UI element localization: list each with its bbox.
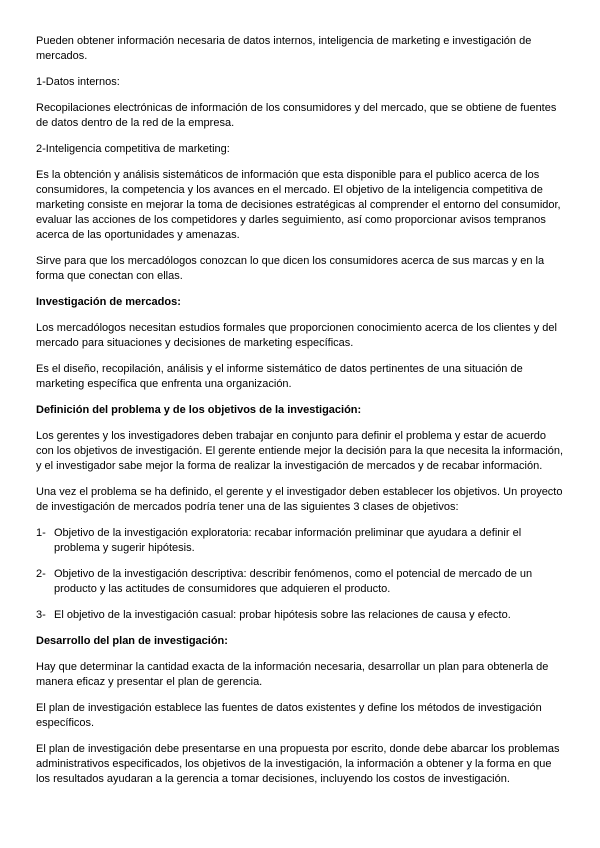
desarrollo-paragraph-1: Hay que determinar la cantidad exacta de la información necesaria, desarrollar un plan para obtenerla de manera eficaz y presentar el plan de gerencia. (36, 661, 549, 688)
list-item (36, 526, 564, 556)
desarrollo-paragraph-2: El plan de investigación establece las fuentes de datos existentes y define los métodos de investigación específicos. (36, 702, 542, 729)
section2-title: 2-Inteligencia competitiva de marketing: (36, 143, 230, 155)
list-item (36, 567, 564, 597)
list-item-number: 2- (36, 568, 46, 580)
intro-paragraph: Pueden obtener información necesaria de datos internos, inteligencia de marketing e investigación de mercados. (36, 35, 532, 62)
investigacion-paragraph-1: Los mercadólogos necesitan estudios formales que proporcionen conocimiento acerca de los clientes y del mercado para situaciones y decisiones de marketing específicas. (36, 322, 557, 349)
list-item-text: El objetivo de la investigación casual: probar hipótesis sobre las relaciones de causa y efecto. (54, 609, 511, 621)
section2-paragraph-1: Es la obtención y análisis sistemáticos de información que esta disponible para el publico acerca de los consumidores, la competencia y los avances en el mercado. El objetivo de la inteligencia competitiva de marketing consiste en mejorar la toma de decisiones estratégicas al comprender el entorno del consumidor, evaluar las acciones de los competidores y darles seguimiento, así como proporcionar avisos tempranos acerca de las oportunidades y amenazas. (36, 169, 561, 241)
heading-investigacion: Investigación de mercados: (36, 296, 181, 308)
section1-paragraph: Recopilaciones electrónicas de información de los consumidores y del mercado, que se obtiene de fuentes de datos dentro de la red de la empresa. (36, 102, 557, 129)
list-item-text: Objetivo de la investigación descriptiva: describir fenómenos, como el potencial de mercado de un producto y las actitudes de consumidores que adquieren el producto. (54, 568, 533, 595)
section1-title: 1-Datos internos: (36, 76, 120, 88)
list-item-number: 1- (36, 527, 46, 539)
section2-paragraph-2: Sirve para que los mercadólogos conozcan lo que dicen los consumidores acerca de sus marcas y en la forma que conectan con ellas. (36, 255, 545, 282)
desarrollo-paragraph-3: El plan de investigación debe presentarse en una propuesta por escrito, donde debe abarcar los problemas administrativos especificados, los objetivos de la investigación, la información a obtener y la forma en que los resultados ayudaran a la gerencia a tomar decisiones, incluyendo los costos de investigación. (36, 743, 560, 785)
definicion-paragraph-1: Los gerentes y los investigadores deben trabajar en conjunto para definir el problema y estar de acuerdo con los objetivos de investigación. El gerente entiende mejor la decisión para la que necesita la información, y el investigador sabe mejor la forma de realizar la investigación de mercados y de recabar información. (36, 430, 564, 472)
definicion-paragraph-2: Una vez el problema se ha definido, el gerente y el investigador deben establecer los objetivos. Un proyecto de investigación de mercados podría tener una de las siguientes 3 clases de objetivos: (36, 486, 563, 513)
list-item (36, 608, 564, 623)
list-item-text: Objetivo de la investigación exploratoria: recabar información preliminar que ayudara a definir el problema y sugerir hipótesis. (54, 527, 522, 554)
list-item-number: 3- (36, 609, 46, 621)
heading-desarrollo: Desarrollo del plan de investigación: (36, 635, 228, 647)
investigacion-paragraph-2: Es el diseño, recopilación, análisis y el informe sistemático de datos pertinentes de una situación de marketing específica que enfrenta una organización. (36, 363, 523, 390)
heading-definicion: Definición del problema y de los objetivos de la investigación: (36, 404, 362, 416)
